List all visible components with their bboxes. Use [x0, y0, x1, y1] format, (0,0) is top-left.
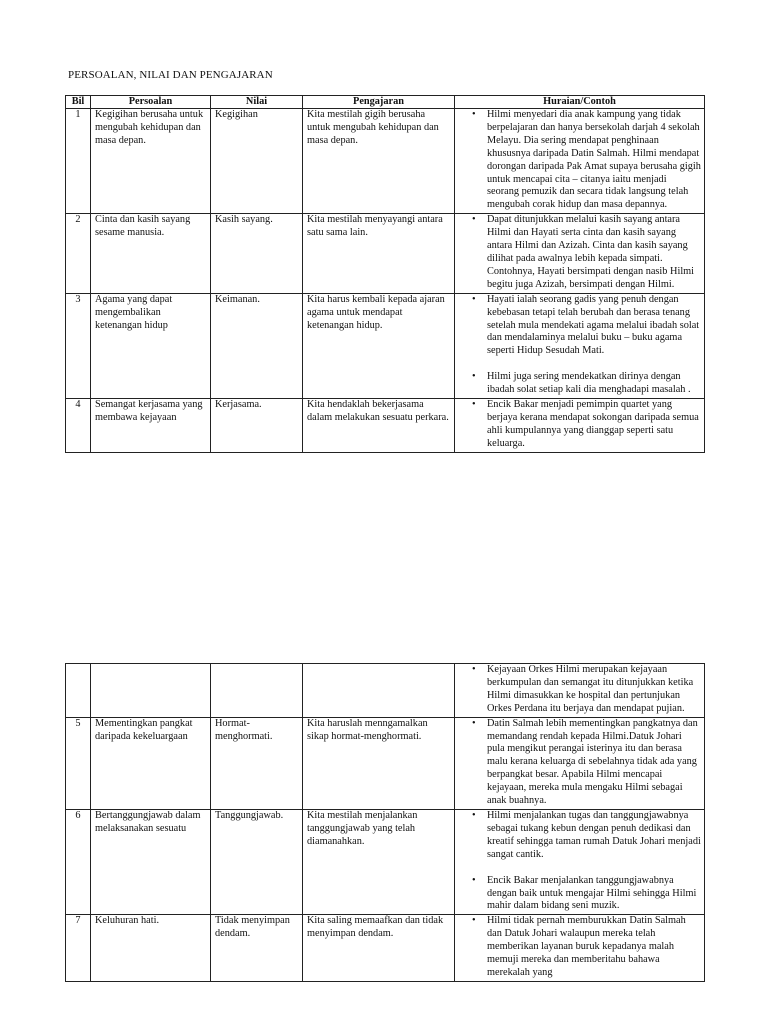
huraian-bullet-list [459, 915, 701, 980]
cell-persoalan: Semangat kerjasama yang membawa kejayaan [91, 399, 211, 453]
table-row [66, 717, 705, 809]
cell-pengajaran: Kita saling memaafkan dan tidak menyimpan dendam. [303, 915, 455, 982]
huraian-bullet-list [459, 294, 701, 397]
cell-bil: 4 [66, 399, 91, 453]
header-pengajaran: Pengajaran [303, 96, 455, 109]
huraian-bullet-list [459, 664, 701, 716]
cell-pengajaran: Kita haruslah menngamalkan sikap hormat-menghormati. [303, 717, 455, 809]
cell-huraian [455, 717, 705, 809]
cell-persoalan: Kegigihan berusaha untuk mengubah kehidupan dan masa depan. [91, 109, 211, 214]
huraian-point: • Hilmi juga sering mendekatkan dirinya dengan ibadah solat setiap kali dia menghadapi masalah . [474, 371, 701, 397]
table-row [66, 809, 705, 914]
huraian-bullet-list [459, 214, 701, 291]
cell-pengajaran: Kita harus kembali kepada ajaran agama untuk mendapat ketenangan hidup. [303, 293, 455, 398]
huraian-bullet-list [459, 399, 701, 451]
table-row [66, 915, 705, 982]
cell-bil [66, 664, 91, 718]
cell-persoalan [91, 664, 211, 718]
cell-persoalan: Cinta dan kasih sayang sesame manusia. [91, 214, 211, 293]
huraian-point: • Hayati ialah seorang gadis yang penuh dengan kebebasan tetapi telah berubah dan berasa tenang setelah mula mendekati agama melalui ibadah solat dan mendalaminya melalui buku – buku agama seperti Hidup Sesudah Mati. [474, 294, 701, 359]
table-row [66, 399, 705, 453]
cell-nilai [211, 664, 303, 718]
cell-bil: 7 [66, 915, 91, 982]
cell-persoalan: Mementingkan pangkat daripada kekeluargaan [91, 717, 211, 809]
cell-huraian [455, 109, 705, 214]
table-row [66, 109, 705, 214]
cell-huraian [455, 915, 705, 982]
huraian-bullet-list [459, 109, 701, 212]
huraian-point: • Hilmi tidak pernah memburukkan Datin Salmah dan Datuk Johari walaupun mereka telah memberikan layanan buruk kepadanya malah memuji mereka dan memberitahu bahawa merekalah yang [474, 915, 701, 980]
cell-bil: 1 [66, 109, 91, 214]
huraian-bullet-list [459, 718, 701, 808]
cell-bil: 6 [66, 809, 91, 914]
cell-pengajaran: Kita hendaklah bekerjasama dalam melakukan sesuatu perkara. [303, 399, 455, 453]
values-table-part-2 [65, 663, 705, 982]
cell-persoalan: Agama yang dapat mengembalikan ketenangan hidup [91, 293, 211, 398]
cell-persoalan: Bertanggungjawab dalam melaksanakan sesuatu [91, 809, 211, 914]
table-header-row [66, 96, 705, 109]
cell-pengajaran: Kita mestilah menjalankan tanggungjawab yang telah diamanahkan. [303, 809, 455, 914]
cell-nilai: Kerjasama. [211, 399, 303, 453]
huraian-point: • Hilmi menyedari dia anak kampung yang tidak berpelajaran dan hanya bersekolah darjah 4 sekolah Melayu. Dia sering mendapat penghinaan khususnya daripada Datin Salmah. Hilmi mendapat dorongan daripada Pak Amat supaya berusaha gigih untuk mencapai cita – citanya iaitu menjadi seorang pemuzik dan secara tidak langsung telah mengubah corak hidup dan masa depannya. [474, 109, 701, 212]
huraian-point: • Encik Bakar menjalankan tanggungjawabnya dengan baik untuk mengajar Hilmi sehingga Hilmi mahir dalam bidang seni muzik. [474, 875, 701, 914]
header-nilai: Nilai [211, 96, 303, 109]
header-persoalan: Persoalan [91, 96, 211, 109]
cell-persoalan: Keluhuran hati. [91, 915, 211, 982]
table-row [66, 664, 705, 718]
cell-bil: 2 [66, 214, 91, 293]
huraian-point: • Dapat ditunjukkan melalui kasih sayang antara Hilmi dan Hayati serta cinta dan kasih sayang antara Hilmi dan Azizah. Cinta dan kasih sayang dilihat pada awalnya lebih kepada simpati. Contohnya, Hayati bersimpati dengan nasib Hilmi begitu juga Azizah, bersimpati dengan Hilmi. [474, 214, 701, 291]
huraian-point: • Datin Salmah lebih mementingkan pangkatnya dan memandang rendah kepada Hilmi.Datuk Johari pula mengikut perangai isterinya itu dan berasa malu kerana keluarga di sebelahnya tidak ada yang berpangkat besar. Apabila Hilmi mencapai kejayaan, mereka mula mengaku Hilmi sebagai anak buahnya. [474, 718, 701, 808]
cell-nilai: Hormat-menghormati. [211, 717, 303, 809]
cell-nilai: Tidak menyimpan dendam. [211, 915, 303, 982]
header-huraian: Huraian/Contoh [455, 96, 705, 109]
cell-huraian [455, 293, 705, 398]
cell-nilai: Kegigihan [211, 109, 303, 214]
cell-nilai: Kasih sayang. [211, 214, 303, 293]
values-table-part-1 [65, 95, 705, 453]
table-row [66, 214, 705, 293]
cell-nilai: Keimanan. [211, 293, 303, 398]
cell-pengajaran: Kita mestilah menyayangi antara satu sama lain. [303, 214, 455, 293]
table-row [66, 293, 705, 398]
huraian-point: • Kejayaan Orkes Hilmi merupakan kejayaan berkumpulan dan semangat itu ditunjukkan ketika Hilmi dimasukkan ke hospital dan pertunjukan Orkes Perdana itu berjaya dan mendapat pujian. [474, 664, 701, 716]
header-bil: Bil [66, 96, 91, 109]
cell-huraian [455, 214, 705, 293]
huraian-bullet-list [459, 810, 701, 913]
cell-huraian [455, 399, 705, 453]
document-title: PERSOALAN, NILAI DAN PENGAJARAN [68, 69, 273, 81]
cell-pengajaran [303, 664, 455, 718]
cell-bil: 3 [66, 293, 91, 398]
cell-pengajaran: Kita mestilah gigih berusaha untuk mengubah kehidupan dan masa depan. [303, 109, 455, 214]
cell-huraian [455, 664, 705, 718]
huraian-point: • Encik Bakar menjadi pemimpin quartet yang berjaya kerana mendapat sokongan daripada semua ahli kumpulannya yang dianggap seperti satu keluarga. [474, 399, 701, 451]
huraian-point: • Hilmi menjalankan tugas dan tanggungjawabnya sebagai tukang kebun dengan penuh dedikasi dan kreatif sehingga taman rumah Datuk Johari menjadi sangat cantik. [474, 810, 701, 862]
cell-nilai: Tanggungjawab. [211, 809, 303, 914]
cell-bil: 5 [66, 717, 91, 809]
cell-huraian [455, 809, 705, 914]
